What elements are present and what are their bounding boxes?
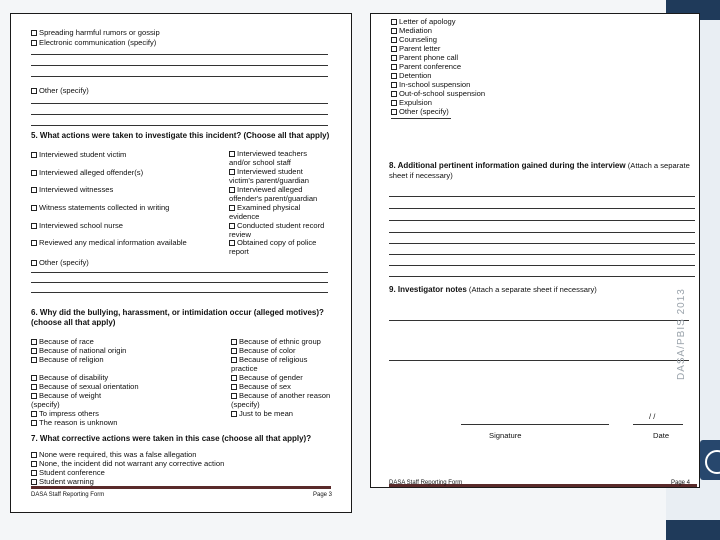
checkbox-item[interactable]: None were required, this was a false allegation <box>31 450 196 459</box>
checkbox-icon[interactable] <box>229 240 235 246</box>
write-in-line[interactable] <box>389 265 695 266</box>
form-page-4 <box>370 13 700 488</box>
checkbox-item[interactable]: Expulsion <box>391 98 432 107</box>
checkbox-icon[interactable] <box>31 205 37 211</box>
checkbox-item[interactable]: Because of race <box>31 337 94 346</box>
form-page-3 <box>10 13 352 513</box>
checkbox-item[interactable]: None, the incident did not warrant any corrective action <box>31 459 224 468</box>
checkbox-item[interactable]: Student conference <box>31 468 105 477</box>
checkbox-icon[interactable] <box>31 240 37 246</box>
checkbox-item[interactable]: Because of sexual orientation <box>31 382 139 391</box>
question-9-title: 9. Investigator notes (Attach a separate sheet if necessary) <box>389 285 597 294</box>
write-in-line[interactable] <box>389 243 695 244</box>
checkbox-item[interactable]: Detention <box>391 71 432 80</box>
checkbox-icon[interactable] <box>229 151 235 157</box>
checkbox-icon[interactable] <box>31 260 37 266</box>
write-in-line[interactable] <box>31 282 328 283</box>
checkbox-icon[interactable] <box>31 348 37 354</box>
checkbox-item[interactable]: Parent letter <box>391 44 440 53</box>
checkbox-icon[interactable] <box>391 73 397 79</box>
checkbox-item[interactable]: Interviewed alleged offender(s) <box>31 168 143 177</box>
checkbox-item[interactable]: Because of religious practice <box>231 355 308 374</box>
checkbox-icon[interactable] <box>391 82 397 88</box>
checkbox-icon[interactable] <box>231 357 237 363</box>
checkbox-item[interactable]: Because of gender <box>231 373 303 382</box>
checkbox-icon[interactable] <box>31 152 37 158</box>
checkbox-icon[interactable] <box>391 109 397 115</box>
checkbox-icon[interactable] <box>391 37 397 43</box>
checkbox-item[interactable]: Because of national origin <box>31 346 126 355</box>
checkbox-item[interactable]: Interviewed alleged offender's parent/guardian <box>229 185 318 204</box>
checkbox-item[interactable]: Other (specify) <box>31 258 89 267</box>
checkbox-item[interactable]: Just to be mean <box>231 409 293 418</box>
checkbox-item[interactable]: Reviewed any medical information available <box>31 238 187 247</box>
checkbox-item[interactable]: Because of disability <box>31 373 108 382</box>
date-label: Date <box>653 431 670 440</box>
checkbox-item[interactable]: Interviewed witnesses <box>31 185 113 194</box>
question-5-title: 5. What actions were taken to investigate this incident? (Choose all that apply) <box>31 131 330 140</box>
checkbox-icon[interactable] <box>391 28 397 34</box>
checkbox-icon[interactable] <box>31 223 37 229</box>
checkbox-icon[interactable] <box>391 64 397 70</box>
checkbox-item[interactable]: Because of color <box>231 346 296 355</box>
checkbox-icon[interactable] <box>229 223 235 229</box>
checkbox-icon[interactable] <box>231 384 237 390</box>
checkbox-icon[interactable] <box>391 55 397 61</box>
checkbox-item[interactable]: Counseling <box>391 35 437 44</box>
slide-bottom-accent <box>666 520 720 540</box>
write-in-line[interactable] <box>389 220 695 221</box>
specify-label: (specify) <box>31 400 60 409</box>
date-line[interactable] <box>633 424 683 425</box>
footer-rule <box>31 486 331 489</box>
checkbox-icon[interactable] <box>231 393 237 399</box>
signature-line[interactable] <box>461 424 609 425</box>
checkbox-item[interactable]: In-school suspension <box>391 80 470 89</box>
checkbox-icon[interactable] <box>31 393 37 399</box>
checkbox-item[interactable]: Because of ethnic group <box>231 337 321 346</box>
checkbox-icon[interactable] <box>31 187 37 193</box>
checkbox-icon[interactable] <box>391 46 397 52</box>
write-in-line[interactable] <box>31 65 328 66</box>
footer-form-name: DASA Staff Reporting Form <box>31 492 105 498</box>
checkbox-icon[interactable] <box>31 452 37 458</box>
date-slashes: / / <box>649 412 656 421</box>
question-6-title: 6. Why did the bullying, harassment, or intimidation occur (alleged motives)? (choose all that apply) <box>31 308 324 327</box>
checkbox-item[interactable]: Spreading harmful rumors or gossip <box>31 28 160 37</box>
write-in-line[interactable] <box>31 54 328 55</box>
vertical-watermark: DASA/PBIS 2013 <box>676 288 687 380</box>
footer-page-number: Page 4 <box>671 480 691 486</box>
checkbox-item[interactable]: Parent conference <box>391 62 461 71</box>
signature-label: Signature <box>489 431 522 440</box>
checkbox-icon[interactable] <box>31 339 37 345</box>
write-in-line[interactable] <box>389 360 689 361</box>
checkbox-icon[interactable] <box>31 30 37 36</box>
checkbox-item[interactable]: Interviewed student victim's parent/guardian <box>229 167 309 186</box>
checkbox-icon[interactable] <box>231 411 237 417</box>
checkbox-item[interactable]: Letter of apology <box>391 17 456 26</box>
checkbox-icon[interactable] <box>31 470 37 476</box>
checkbox-icon[interactable] <box>229 187 235 193</box>
checkbox-icon[interactable] <box>31 40 37 46</box>
checkbox-icon[interactable] <box>31 411 37 417</box>
checkbox-item[interactable]: Other (specify) <box>31 86 89 95</box>
write-in-line[interactable] <box>31 125 328 126</box>
write-in-line[interactable] <box>31 272 328 273</box>
checkbox-item[interactable]: Parent phone call <box>391 53 458 62</box>
checkbox-icon[interactable] <box>31 170 37 176</box>
question-7-title: 7. What corrective actions were taken in this case (choose all that apply)? <box>31 434 312 443</box>
checkbox-icon[interactable] <box>229 205 235 211</box>
checkbox-item[interactable]: Student warning <box>31 477 94 486</box>
checkbox-icon[interactable] <box>31 384 37 390</box>
checkbox-icon[interactable] <box>391 91 397 97</box>
checkbox-icon[interactable] <box>391 19 397 25</box>
write-in-line[interactable] <box>389 276 695 277</box>
checkbox-icon[interactable] <box>31 357 37 363</box>
write-in-line[interactable] <box>389 320 689 321</box>
write-in-line[interactable] <box>389 196 695 197</box>
checkbox-icon[interactable] <box>31 88 37 94</box>
write-in-line[interactable] <box>389 254 695 255</box>
footer-page-number: Page 3 <box>313 492 333 498</box>
checkbox-icon[interactable] <box>31 479 37 485</box>
checkbox-item[interactable]: Obtained copy of police report <box>229 238 317 257</box>
checkbox-icon[interactable] <box>391 100 397 106</box>
checkbox-icon[interactable] <box>31 420 37 426</box>
write-in-line[interactable] <box>31 103 328 104</box>
checkbox-icon[interactable] <box>229 169 235 175</box>
checkbox-item[interactable]: Conducted student record review <box>229 221 325 240</box>
question-8-title: 8. Additional pertinent information gained during the interview (Attach a separate sheet if necessary) <box>389 161 690 180</box>
checkbox-item[interactable]: Mediation <box>391 26 432 35</box>
checkbox-item[interactable]: Interviewed teachers and/or school staff <box>229 149 308 168</box>
footer-form-name: DASA Staff Reporting Form <box>389 480 463 486</box>
checkbox-item[interactable]: The reason is unknown <box>31 418 118 427</box>
checkbox-item[interactable]: Electronic communication (specify) <box>31 38 156 47</box>
checkbox-item[interactable]: Because of weight <box>31 391 101 400</box>
checkbox-icon[interactable] <box>231 339 237 345</box>
checkbox-item[interactable]: Because of another reason (specify) <box>231 391 331 410</box>
write-in-line[interactable] <box>391 118 451 119</box>
write-in-line[interactable] <box>31 76 328 77</box>
checkbox-icon[interactable] <box>31 375 37 381</box>
checkbox-item[interactable]: Other (specify) <box>391 107 449 116</box>
checkbox-icon[interactable] <box>231 375 237 381</box>
write-in-line[interactable] <box>31 114 328 115</box>
checkbox-item[interactable]: Because of religion <box>31 355 104 364</box>
write-in-line[interactable] <box>31 292 328 293</box>
checkbox-item[interactable]: To impress others <box>31 409 99 418</box>
checkbox-item[interactable]: Interviewed school nurse <box>31 221 123 230</box>
checkbox-item[interactable]: Because of sex <box>231 382 291 391</box>
checkbox-icon[interactable] <box>31 461 37 467</box>
write-in-line[interactable] <box>389 208 695 209</box>
checkbox-item[interactable]: Interviewed student victim <box>31 150 126 159</box>
write-in-line[interactable] <box>389 232 695 233</box>
checkbox-item[interactable]: Witness statements collected in writing <box>31 203 169 212</box>
checkbox-item[interactable]: Out-of-school suspension <box>391 89 485 98</box>
checkbox-icon[interactable] <box>231 348 237 354</box>
checkbox-item[interactable]: Examined physical evidence <box>229 203 301 222</box>
